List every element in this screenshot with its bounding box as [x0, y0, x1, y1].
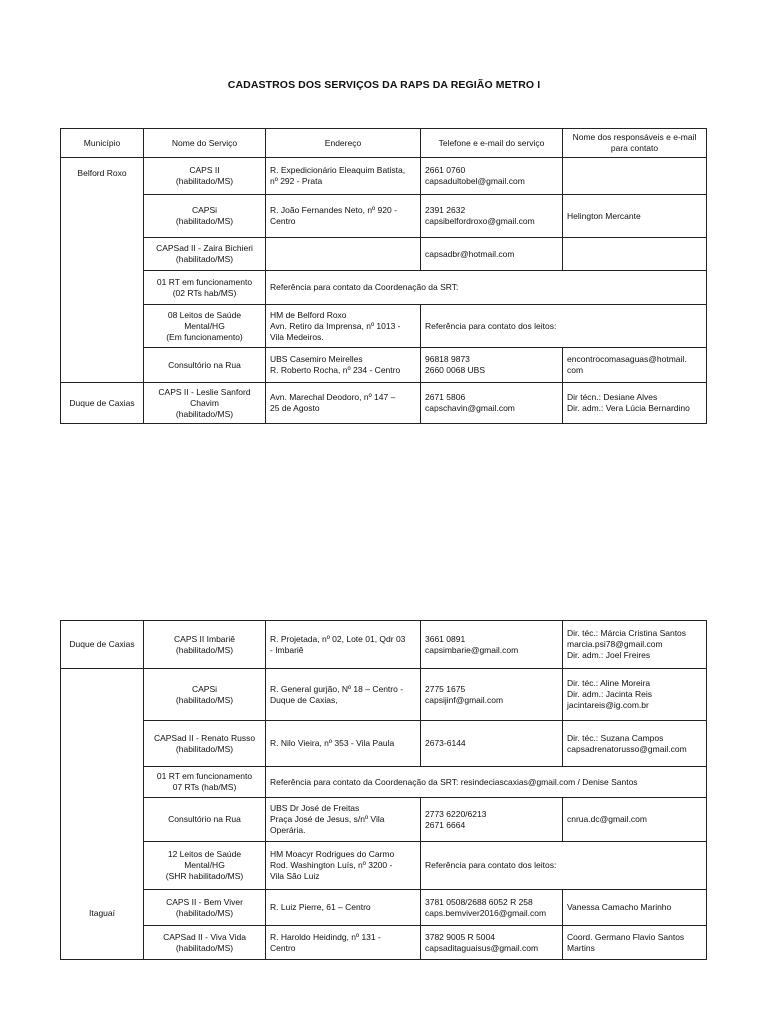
service-name-cell: CAPS II - Bem Viver (habilitado/MS) — [144, 890, 266, 926]
table-row — [61, 195, 707, 238]
municipio-cell: Duque de Caxias — [61, 383, 144, 424]
table-row — [61, 798, 707, 842]
contact-cell: 2775 1675 capsijinf@gmail.com — [421, 669, 563, 721]
table-row — [61, 721, 707, 767]
service-name-cell: 01 RT em funcionamento (02 RTs hab/MS) — [144, 271, 266, 305]
responsible-cell — [563, 238, 707, 271]
header-municipio: Município — [61, 129, 144, 158]
service-name-cell: Consultório na Rua — [144, 348, 266, 383]
table-row — [61, 383, 707, 424]
service-name-cell: CAPSad II - Renato Russo (habilitado/MS) — [144, 721, 266, 767]
address-cell: R. Luiz Pierre, 61 – Centro — [266, 890, 421, 926]
address-cell: HM Moacyr Rodrigues do Carmo Rod. Washington Luís, nº 3200 - Vila São Luiz — [266, 842, 421, 890]
municipio-cell: Itaguaí — [61, 669, 144, 960]
reference-cell: Referência para contato da Coordenação da SRT: resindeciascaxias@gmail.com / Denise Santos — [266, 767, 707, 798]
reference-cell: Referência para contato dos leitos: — [421, 305, 707, 348]
responsible-cell: Vanessa Camacho Marinho — [563, 890, 707, 926]
responsible-cell — [563, 158, 707, 195]
service-name-cell: CAPSad II - Viva Vida (habilitado/MS) — [144, 926, 266, 960]
address-cell: R. Expedicionário Eleaquim Batista, nº 292 - Prata — [266, 158, 421, 195]
municipio-cell: Belford Roxo — [61, 158, 144, 383]
responsible-cell: Coord. Germano Flavio Santos Martins — [563, 926, 707, 960]
table-row — [61, 305, 707, 348]
service-name-cell: CAPS II - Leslie Sanford Chavim (habilitado/MS) — [144, 383, 266, 424]
contact-cell: 96818 9873 2660 0068 UBS — [421, 348, 563, 383]
table-row — [61, 621, 707, 669]
responsible-cell: encontrocomasaguas@hotmail. com — [563, 348, 707, 383]
header-nome-servico: Nome do Serviço — [144, 129, 266, 158]
table-row — [61, 271, 707, 305]
service-name-cell: CAPSi (habilitado/MS) — [144, 195, 266, 238]
raps-table-1 — [60, 128, 707, 424]
contact-cell: 3661 0891 capsimbarie@gmail.com — [421, 621, 563, 669]
contact-cell: 2773 6220/6213 2671 6664 — [421, 798, 563, 842]
address-cell: UBS Dr José de Freitas Praça José de Jesus, s/nº Vila Operária. — [266, 798, 421, 842]
responsible-cell: Dir. téc.: Márcia Cristina Santos marcia.psi78@gmail.com Dir. adm.: Joel Freires — [563, 621, 707, 669]
service-name-cell: 08 Leitos de Saúde Mental/HG (Em funcionamento) — [144, 305, 266, 348]
service-name-cell: 12 Leitos de Saúde Mental/HG (SHR habilitado/MS) — [144, 842, 266, 890]
service-name-cell: CAPS II (habilitado/MS) — [144, 158, 266, 195]
contact-cell: 2661 0760 capsadultobel@gmail.com — [421, 158, 563, 195]
responsible-cell: Dir. téc.: Aline Moreira Dir. adm.: Jacinta Reis jacintareis@ig.com.br — [563, 669, 707, 721]
contact-cell: 3781 0508/2688 6052 R 258 caps.bemviver2016@gmail.com — [421, 890, 563, 926]
table-header-row — [61, 129, 707, 158]
municipio-cell: Duque de Caxias — [61, 621, 144, 669]
service-name-cell: 01 RT em funcionamento 07 RTs (hab/MS) — [144, 767, 266, 798]
header-endereco: Endereço — [266, 129, 421, 158]
raps-table-2 — [60, 620, 707, 960]
responsible-cell: Dir técn.: Desiane Alves Dir. adm.: Vera Lúcia Bernardino — [563, 383, 707, 424]
service-name-cell: CAPSi (habilitado/MS) — [144, 669, 266, 721]
table-row — [61, 669, 707, 721]
responsible-cell: Helington Mercante — [563, 195, 707, 238]
service-name-cell: CAPSad II - Zaira Bichieri (habilitado/MS) — [144, 238, 266, 271]
contact-cell: 2671 5806 capschavin@gmail.com — [421, 383, 563, 424]
contact-cell: 3782 9005 R 5004 capsaditaguaisus@gmail.com — [421, 926, 563, 960]
table-row — [61, 767, 707, 798]
service-name-cell: CAPS II Imbariê (habilitado/MS) — [144, 621, 266, 669]
table-row — [61, 842, 707, 890]
responsible-cell: Dir. téc.: Suzana Campos capsadrenatorusso@gmail.com — [563, 721, 707, 767]
contact-cell: 2391 2632 capsibelfordroxo@gmail.com — [421, 195, 563, 238]
reference-cell: Referência para contato dos leitos: — [421, 842, 707, 890]
header-telefone-email: Telefone e e-mail do serviço — [421, 129, 563, 158]
responsible-cell: cnrua.dc@gmail.com — [563, 798, 707, 842]
header-responsaveis: Nome dos responsáveis e e-mail para contato — [563, 129, 707, 158]
address-cell: R. Projetada, nº 02, Lote 01, Qdr 03 - Imbariê — [266, 621, 421, 669]
address-cell — [266, 238, 421, 271]
address-cell: R. General gurjão, Nº 18 – Centro - Duque de Caxias, — [266, 669, 421, 721]
address-cell: Avn. Marechal Deodoro, nº 147 – 25 de Agosto — [266, 383, 421, 424]
address-cell: R. Nilo Vieira, nº 353 - Vila Paula — [266, 721, 421, 767]
address-cell: R. Haroldo Heidindg, nº 131 - Centro — [266, 926, 421, 960]
address-cell: UBS Casemiro Meirelles R. Roberto Rocha, nº 234 - Centro — [266, 348, 421, 383]
service-name-cell: Consultório na Rua — [144, 798, 266, 842]
contact-cell: 2673-6144 — [421, 721, 563, 767]
table-row — [61, 348, 707, 383]
table-row — [61, 890, 707, 926]
table-row — [61, 926, 707, 960]
reference-cell: Referência para contato da Coordenação da SRT: — [266, 271, 707, 305]
page-title: CADASTROS DOS SERVIÇOS DA RAPS DA REGIÃO METRO I — [227, 79, 541, 91]
address-cell: R. João Fernandes Neto, nº 920 - Centro — [266, 195, 421, 238]
contact-cell: capsadbr@hotmail.com — [421, 238, 563, 271]
table-row — [61, 158, 707, 195]
table-row — [61, 238, 707, 271]
address-cell: HM de Belford Roxo Avn. Retiro da Imprensa, nº 1013 - Vila Medeiros. — [266, 305, 421, 348]
